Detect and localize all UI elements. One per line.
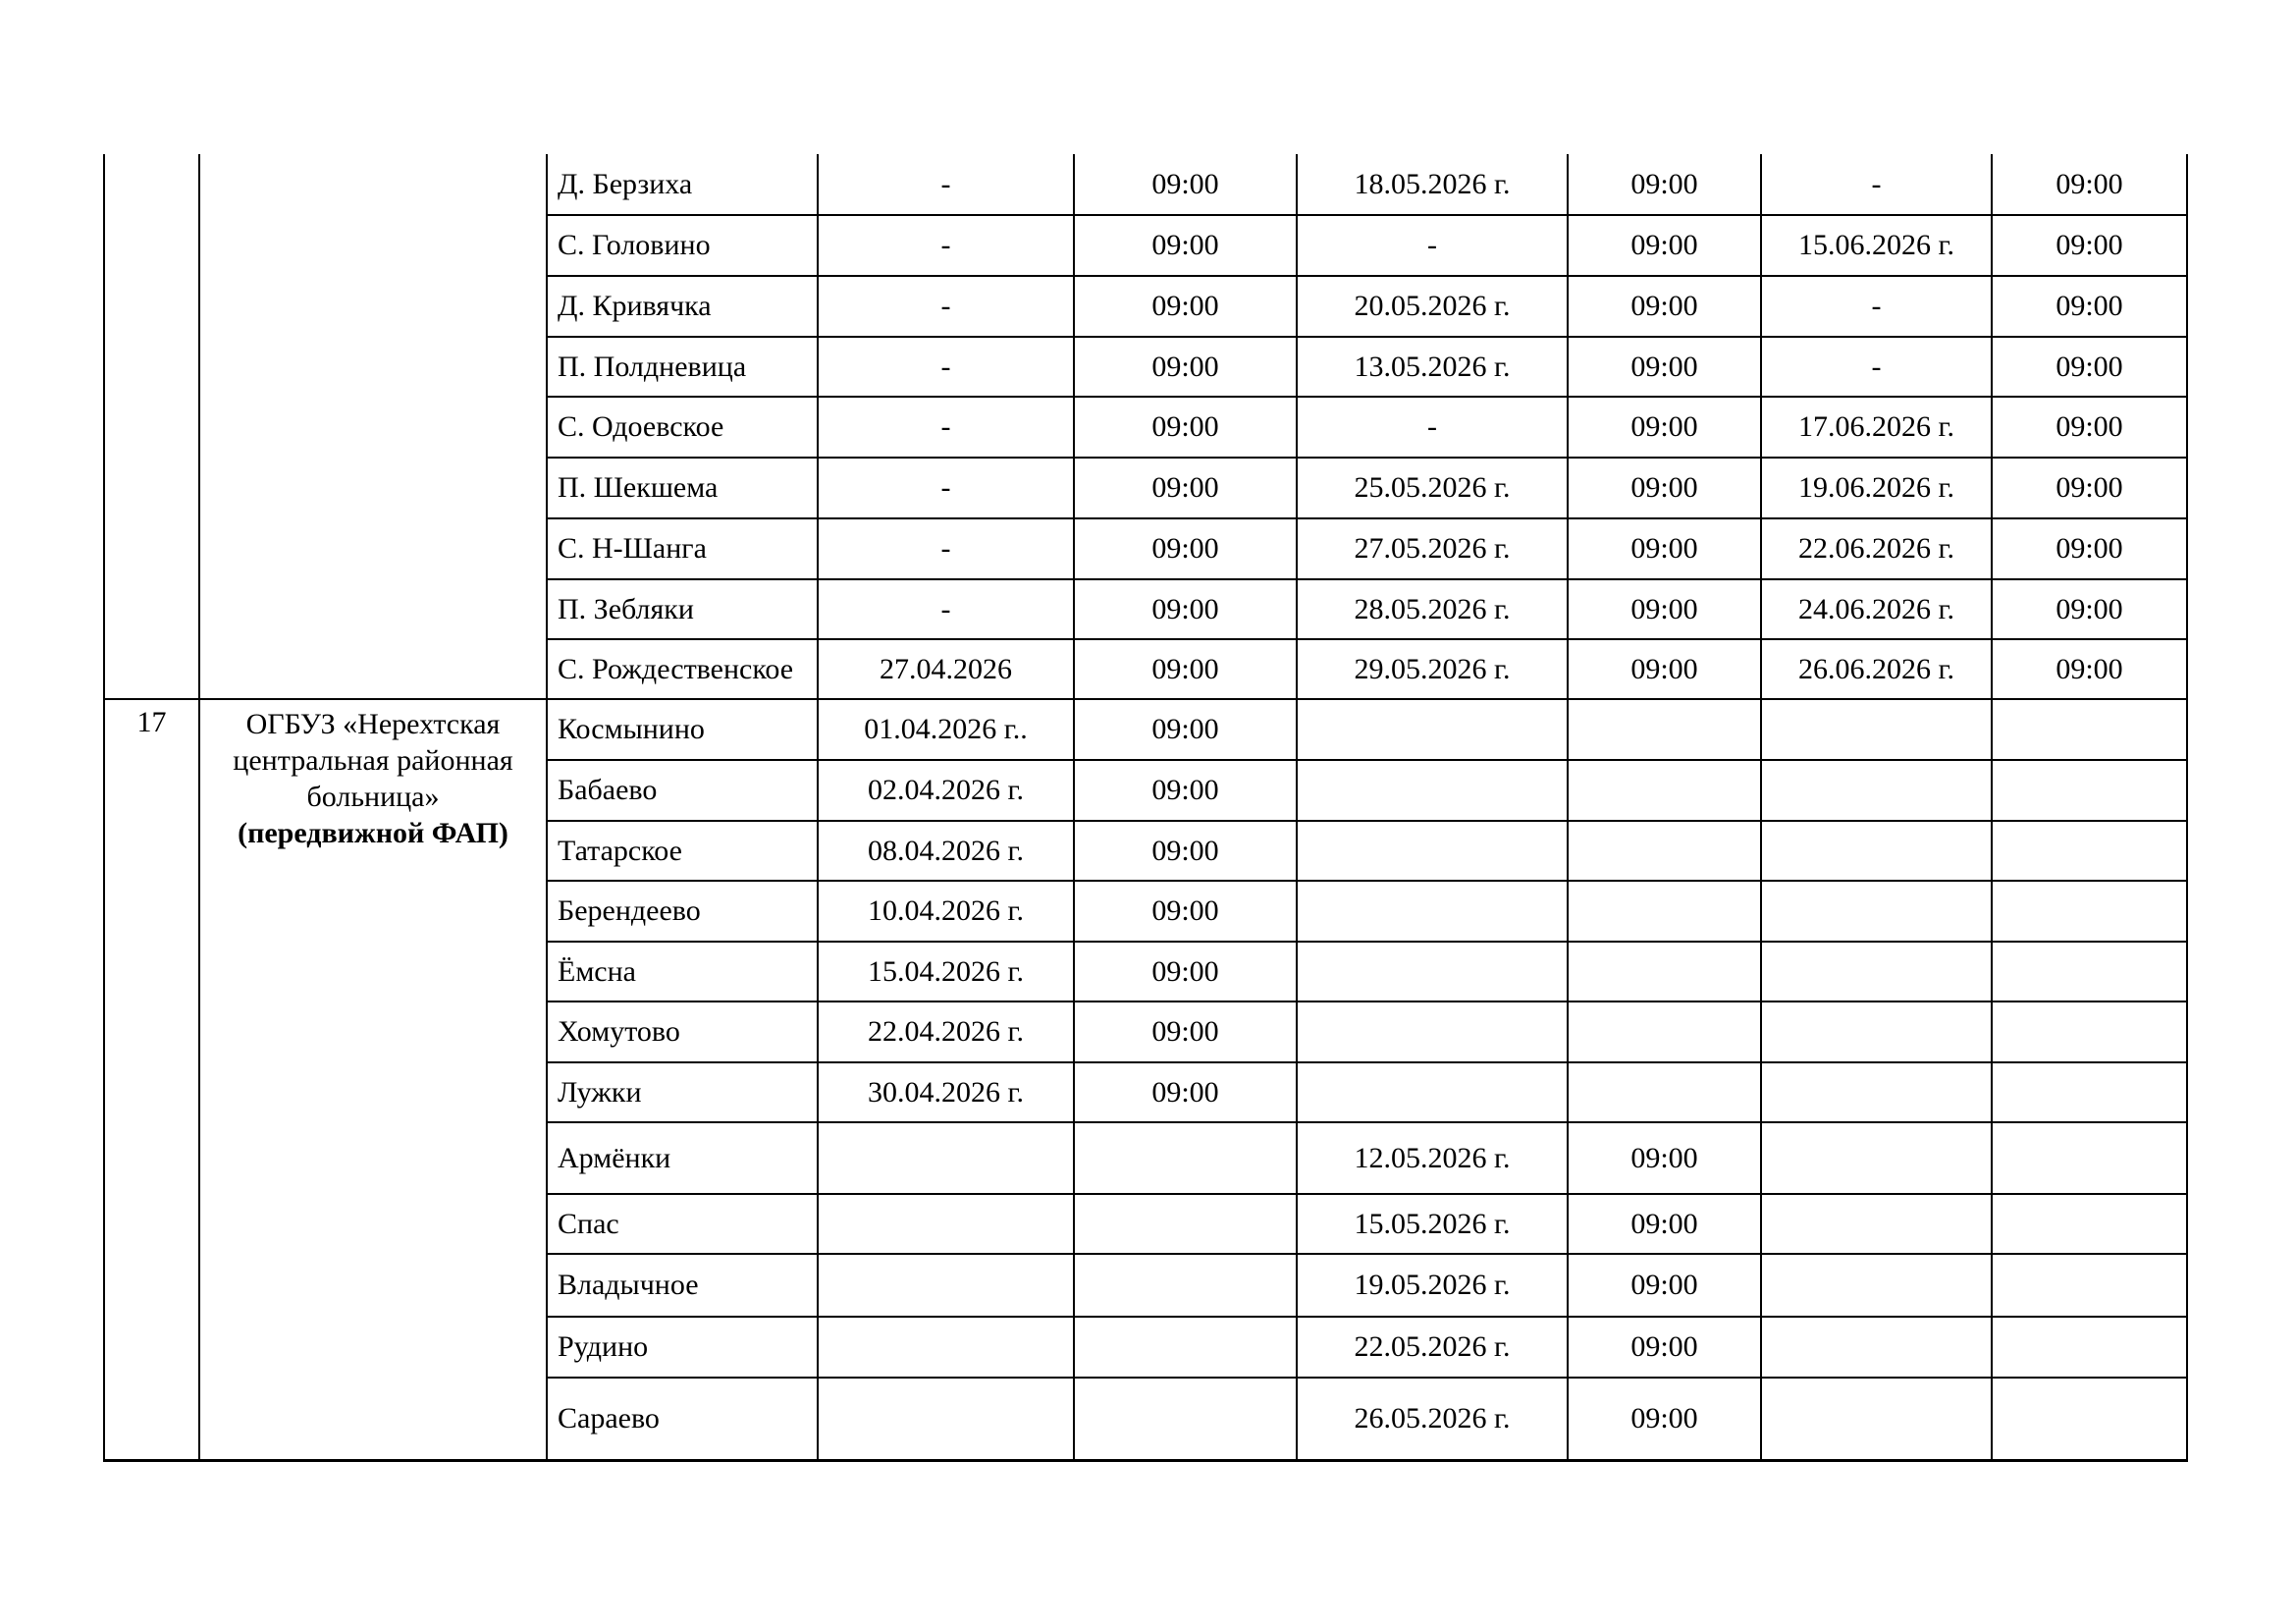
june-time-cell: 09:00 (1992, 397, 2187, 458)
village-cell: Армёнки (547, 1122, 818, 1194)
may-date-cell: - (1297, 397, 1568, 458)
may-date-cell (1297, 1062, 1568, 1122)
april-date-cell: - (818, 276, 1074, 337)
april-time-cell: 09:00 (1074, 821, 1297, 881)
april-time-cell: 09:00 (1074, 881, 1297, 942)
may-time-cell: 09:00 (1568, 1254, 1761, 1317)
may-time-cell: 09:00 (1568, 458, 1761, 518)
may-time-cell (1568, 821, 1761, 881)
may-time-cell: 09:00 (1568, 215, 1761, 276)
june-date-cell: - (1761, 276, 1992, 337)
village-cell: П. Шекшема (547, 458, 818, 518)
april-time-cell (1074, 1317, 1297, 1378)
june-date-cell: 17.06.2026 г. (1761, 397, 1992, 458)
april-time-cell: 09:00 (1074, 699, 1297, 760)
june-date-cell (1761, 821, 1992, 881)
village-cell: П. Полдневица (547, 337, 818, 397)
village-cell: Бабаево (547, 760, 818, 821)
may-time-cell: 09:00 (1568, 518, 1761, 579)
may-date-cell: 27.05.2026 г. (1297, 518, 1568, 579)
june-time-cell (1992, 821, 2187, 881)
village-cell: С. Одоевское (547, 397, 818, 458)
may-time-cell: 09:00 (1568, 1378, 1761, 1460)
village-cell: С. Н-Шанга (547, 518, 818, 579)
june-time-cell: 09:00 (1992, 579, 2187, 639)
june-time-cell (1992, 1254, 2187, 1317)
june-time-cell (1992, 760, 2187, 821)
april-time-cell: 09:00 (1074, 215, 1297, 276)
june-time-cell (1992, 1378, 2187, 1460)
april-date-cell: - (818, 579, 1074, 639)
may-time-cell: 09:00 (1568, 1194, 1761, 1254)
june-time-cell (1992, 1194, 2187, 1254)
may-date-cell: 26.05.2026 г. (1297, 1378, 1568, 1460)
village-cell: Берендеево (547, 881, 818, 942)
april-time-cell: 09:00 (1074, 942, 1297, 1001)
village-cell: Владычное (547, 1254, 818, 1317)
may-time-cell (1568, 942, 1761, 1001)
june-time-cell: 09:00 (1992, 458, 2187, 518)
may-date-cell: 20.05.2026 г. (1297, 276, 1568, 337)
april-date-cell (818, 1254, 1074, 1317)
june-date-cell: 26.06.2026 г. (1761, 639, 1992, 699)
village-cell: Сараево (547, 1378, 818, 1460)
april-date-cell: 01.04.2026 г.. (818, 699, 1074, 760)
june-time-cell: 09:00 (1992, 276, 2187, 337)
april-time-cell: 09:00 (1074, 1062, 1297, 1122)
april-time-cell: 09:00 (1074, 397, 1297, 458)
june-time-cell (1992, 1062, 2187, 1122)
may-time-cell (1568, 699, 1761, 760)
may-date-cell: 28.05.2026 г. (1297, 579, 1568, 639)
april-date-cell: 15.04.2026 г. (818, 942, 1074, 1001)
april-date-cell: 10.04.2026 г. (818, 881, 1074, 942)
may-time-cell (1568, 1001, 1761, 1062)
june-date-cell (1761, 1001, 1992, 1062)
row-number-cell (104, 154, 199, 699)
may-date-cell (1297, 881, 1568, 942)
may-date-cell: 25.05.2026 г. (1297, 458, 1568, 518)
may-date-cell: 29.05.2026 г. (1297, 639, 1568, 699)
april-date-cell (818, 1317, 1074, 1378)
june-time-cell: 09:00 (1992, 215, 2187, 276)
may-time-cell: 09:00 (1568, 276, 1761, 337)
april-time-cell (1074, 1122, 1297, 1194)
june-time-cell (1992, 881, 2187, 942)
may-date-cell (1297, 1001, 1568, 1062)
june-date-cell (1761, 942, 1992, 1001)
april-date-cell: - (818, 215, 1074, 276)
may-time-cell: 09:00 (1568, 1317, 1761, 1378)
june-date-cell: 15.06.2026 г. (1761, 215, 1992, 276)
may-date-cell: 22.05.2026 г. (1297, 1317, 1568, 1378)
may-date-cell: 12.05.2026 г. (1297, 1122, 1568, 1194)
may-date-cell: 15.05.2026 г. (1297, 1194, 1568, 1254)
organization-cell (199, 154, 547, 699)
table-row (104, 154, 2187, 215)
may-time-cell (1568, 760, 1761, 821)
june-date-cell (1761, 699, 1992, 760)
april-date-cell (818, 1194, 1074, 1254)
may-time-cell: 09:00 (1568, 154, 1761, 215)
may-time-cell: 09:00 (1568, 397, 1761, 458)
april-date-cell: 27.04.2026 (818, 639, 1074, 699)
june-date-cell: 24.06.2026 г. (1761, 579, 1992, 639)
april-date-cell: - (818, 518, 1074, 579)
schedule-table-body (104, 154, 2187, 1460)
april-time-cell: 09:00 (1074, 154, 1297, 215)
june-date-cell: 22.06.2026 г. (1761, 518, 1992, 579)
village-cell: Хомутово (547, 1001, 818, 1062)
april-time-cell: 09:00 (1074, 276, 1297, 337)
april-date-cell: 30.04.2026 г. (818, 1062, 1074, 1122)
june-time-cell: 09:00 (1992, 639, 2187, 699)
june-date-cell (1761, 1378, 1992, 1460)
april-date-cell: - (818, 154, 1074, 215)
village-cell: Ёмсна (547, 942, 818, 1001)
june-date-cell (1761, 1254, 1992, 1317)
village-cell: С. Рождественское (547, 639, 818, 699)
june-time-cell: 09:00 (1992, 337, 2187, 397)
april-time-cell: 09:00 (1074, 579, 1297, 639)
april-time-cell: 09:00 (1074, 518, 1297, 579)
april-date-cell: - (818, 337, 1074, 397)
june-time-cell (1992, 1122, 2187, 1194)
may-time-cell: 09:00 (1568, 639, 1761, 699)
may-time-cell: 09:00 (1568, 337, 1761, 397)
organization-name: ОГБУЗ «Нерехтская центральная районная больница» (233, 708, 513, 813)
june-date-cell: 19.06.2026 г. (1761, 458, 1992, 518)
may-time-cell: 09:00 (1568, 579, 1761, 639)
row-number-cell: 17 (104, 699, 199, 1460)
may-date-cell (1297, 760, 1568, 821)
april-time-cell: 09:00 (1074, 639, 1297, 699)
april-time-cell: 09:00 (1074, 337, 1297, 397)
schedule-table (103, 154, 2188, 1462)
april-time-cell (1074, 1194, 1297, 1254)
april-time-cell: 09:00 (1074, 458, 1297, 518)
village-cell: Лужки (547, 1062, 818, 1122)
april-time-cell: 09:00 (1074, 1001, 1297, 1062)
june-date-cell (1761, 1122, 1992, 1194)
may-date-cell (1297, 821, 1568, 881)
june-date-cell: - (1761, 337, 1992, 397)
may-date-cell (1297, 942, 1568, 1001)
june-time-cell (1992, 942, 2187, 1001)
may-date-cell (1297, 699, 1568, 760)
april-date-cell (818, 1378, 1074, 1460)
april-date-cell: 08.04.2026 г. (818, 821, 1074, 881)
may-date-cell: 13.05.2026 г. (1297, 337, 1568, 397)
may-time-cell (1568, 881, 1761, 942)
april-date-cell (818, 1122, 1074, 1194)
june-time-cell (1992, 1317, 2187, 1378)
april-time-cell (1074, 1254, 1297, 1317)
april-time-cell (1074, 1378, 1297, 1460)
june-date-cell (1761, 760, 1992, 821)
june-time-cell (1992, 699, 2187, 760)
june-time-cell (1992, 1001, 2187, 1062)
june-date-cell: - (1761, 154, 1992, 215)
may-time-cell (1568, 1062, 1761, 1122)
village-cell: Д. Берзиха (547, 154, 818, 215)
may-date-cell: - (1297, 215, 1568, 276)
april-date-cell: - (818, 458, 1074, 518)
village-cell: П. Зебляки (547, 579, 818, 639)
june-time-cell: 09:00 (1992, 154, 2187, 215)
april-time-cell: 09:00 (1074, 760, 1297, 821)
village-cell: Рудино (547, 1317, 818, 1378)
village-cell: С. Головино (547, 215, 818, 276)
june-date-cell (1761, 1194, 1992, 1254)
april-date-cell: 22.04.2026 г. (818, 1001, 1074, 1062)
village-cell: Татарское (547, 821, 818, 881)
table-row (104, 699, 2187, 760)
april-date-cell: - (818, 397, 1074, 458)
june-time-cell: 09:00 (1992, 518, 2187, 579)
organization-type: (передвижной ФАП) (238, 817, 508, 849)
may-time-cell: 09:00 (1568, 1122, 1761, 1194)
june-date-cell (1761, 1062, 1992, 1122)
may-date-cell: 18.05.2026 г. (1297, 154, 1568, 215)
may-date-cell: 19.05.2026 г. (1297, 1254, 1568, 1317)
june-date-cell (1761, 1317, 1992, 1378)
april-date-cell: 02.04.2026 г. (818, 760, 1074, 821)
village-cell: Космынино (547, 699, 818, 760)
village-cell: Спас (547, 1194, 818, 1254)
organization-cell (199, 699, 547, 1460)
village-cell: Д. Кривячка (547, 276, 818, 337)
june-date-cell (1761, 881, 1992, 942)
